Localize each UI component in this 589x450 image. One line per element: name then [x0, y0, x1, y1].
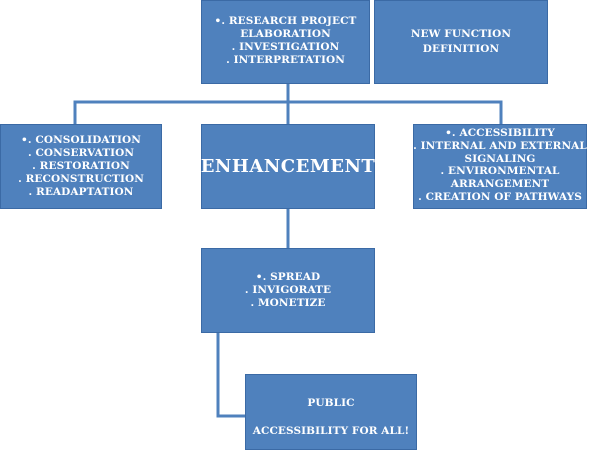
accessibility-line-2: . INTERNAL AND EXTERNAL [413, 139, 587, 152]
spread-box [201, 248, 375, 333]
research-project-box [201, 0, 370, 84]
enhancement-label: ENHANCEMENT [200, 155, 376, 177]
accessibility-line-5: ARRANGEMENT [450, 178, 550, 191]
new-function-line-2: DEFINITION [422, 43, 500, 55]
enhancement-box [201, 124, 375, 209]
accessibility-line-3: SIGNALING [464, 152, 536, 165]
consolidation-line-1: •. CONSOLIDATION [21, 134, 141, 146]
research-line-1: •. RESEARCH PROJECT [214, 15, 357, 27]
spread-line-2: . INVIGORATE [244, 284, 332, 296]
accessibility-box [413, 124, 587, 209]
research-line-2: ELABORATION [240, 28, 331, 40]
consolidation-line-5: . READAPTATION [28, 186, 134, 198]
spread-line-1: •. SPREAD [255, 271, 321, 283]
new-function-box [374, 0, 548, 84]
research-line-3: . INVESTIGATION [231, 41, 340, 53]
public-line-1: PUBLIC [307, 397, 355, 409]
spread-line-3: . MONETIZE [250, 297, 326, 309]
accessibility-line-1: •. ACCESSIBILITY [445, 127, 555, 139]
new-function-line-1: NEW FUNCTION [410, 28, 512, 40]
consolidation-line-2: . CONSERVATION [27, 147, 135, 159]
public-line-2: ACCESSIBILITY FOR ALL! [252, 425, 410, 437]
consolidation-box [0, 124, 162, 209]
connector-spread-to-public [218, 333, 245, 416]
consolidation-line-4: . RECONSTRUCTION [18, 173, 144, 185]
accessibility-line-4: . ENVIRONMENTAL [440, 165, 560, 178]
public-accessibility-box [245, 374, 417, 450]
accessibility-line-6: . CREATION OF PATHWAYS [418, 190, 582, 203]
research-line-4: . INTERPRETATION [226, 54, 345, 66]
consolidation-line-3: . RESTORATION [32, 160, 130, 172]
